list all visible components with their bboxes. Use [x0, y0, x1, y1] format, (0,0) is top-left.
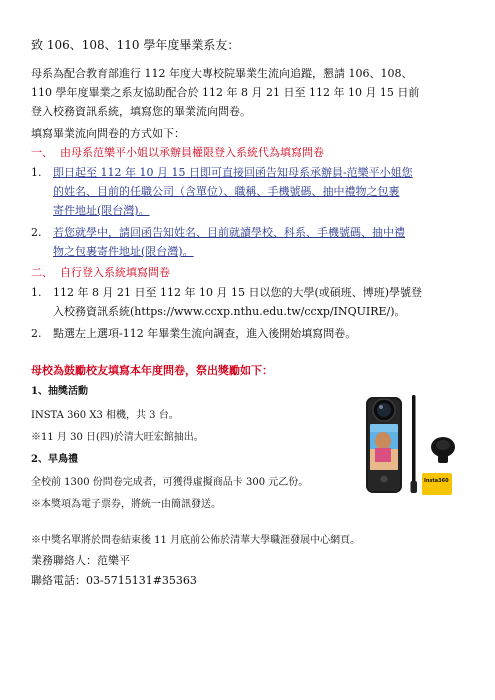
section2-item2-line-1: 點選左上選項-112 年畢業生流向調查，進入後開始填寫問卷。	[53, 327, 357, 340]
intro-line-1: 母系為配合教育部進行 112 年度大專校院畢業生流向追蹤，懇請 106、108、	[31, 67, 413, 80]
section2-title: 自行登入系統填寫問卷	[60, 266, 170, 279]
memory-card-brand: Insta360	[424, 478, 449, 484]
early-bird-desc: 全校前 1300 份問卷完成者，可獲得虛擬商品卡 300 元乙份。	[31, 477, 309, 488]
contact-person: 業務聯絡人：范樂平	[31, 554, 130, 567]
announcement: ※中獎名單將於問卷結束後 11 月底前公佈於清華大學職涯發展中心網頁。	[31, 535, 361, 546]
section2-marker: 二、	[31, 266, 53, 279]
contact-phone: 聯絡電話：03-5715131#35363	[31, 574, 197, 587]
lottery-title: 1、抽獎活動	[31, 386, 88, 397]
greeting: 致 106、108、110 學年度畢業系友：	[31, 38, 240, 52]
early-bird-note: ※本獎項為電子票券，將統一由簡訊發送。	[31, 499, 221, 510]
section1-item1-line-3: 寄件地址(限台灣)。	[53, 204, 150, 217]
memory-card-icon	[422, 473, 452, 495]
methods-heading: 填寫畢業流向問卷的方式如下：	[31, 127, 185, 140]
lottery-prize: INSTA 360 X3 相機，共 3 台。	[31, 410, 179, 421]
section2-item1-number: 1.	[31, 286, 42, 299]
reward-heading: 母校為鼓勵校友填寫本年度問卷，祭出獎勵如下：	[31, 364, 273, 377]
section1-item1-line-1: 即日起至 112 年 10 月 15 日即可直接回函告知母系承辦員-范樂平小姐您	[53, 166, 413, 179]
insta360-camera-image	[352, 393, 470, 501]
section1-title: 由母系范樂平小姐以承辦員權限登入系統代為填寫問卷	[60, 146, 324, 159]
section1-marker: 一、	[31, 146, 53, 159]
intro-line-3: 登入校務資訊系統，填寫您的畢業流向問卷。	[31, 105, 251, 118]
intro-line-2: 110 學年度畢業之系友協助配合於 112 年 8 月 21 日至 112 年 10 月 15 日前	[31, 86, 420, 99]
section2-item2-number: 2.	[31, 327, 42, 340]
section1-item2-number: 2.	[31, 226, 42, 239]
section1-item1-line-2: 的姓名、目前的任職公司（含單位）、職稱、手機號碼、抽中禮物之包裹	[53, 185, 400, 198]
section1-item2-line-1: 若您就學中，請回函告知姓名、目前就讀學校、科系、手機號碼、抽中禮	[53, 226, 405, 239]
section1-item1-number: 1.	[31, 166, 42, 179]
section2-item1-line-1: 112 年 8 月 21 日至 112 年 10 月 15 日以您的大學(或碩班、博班)學號登	[53, 286, 423, 299]
lottery-date: ※11 月 30 日(四)於清大旺宏館抽出。	[31, 432, 204, 443]
section2-item1-line-2: 入校務資訊系統(https://www.ccxp.nthu.edu.tw/ccxp/INQUIRE/)。	[53, 305, 406, 318]
early-bird-title: 2、早鳥禮	[31, 454, 78, 465]
section1-item2-line-2: 物之包裹寄件地址(限台灣)。	[53, 245, 194, 258]
